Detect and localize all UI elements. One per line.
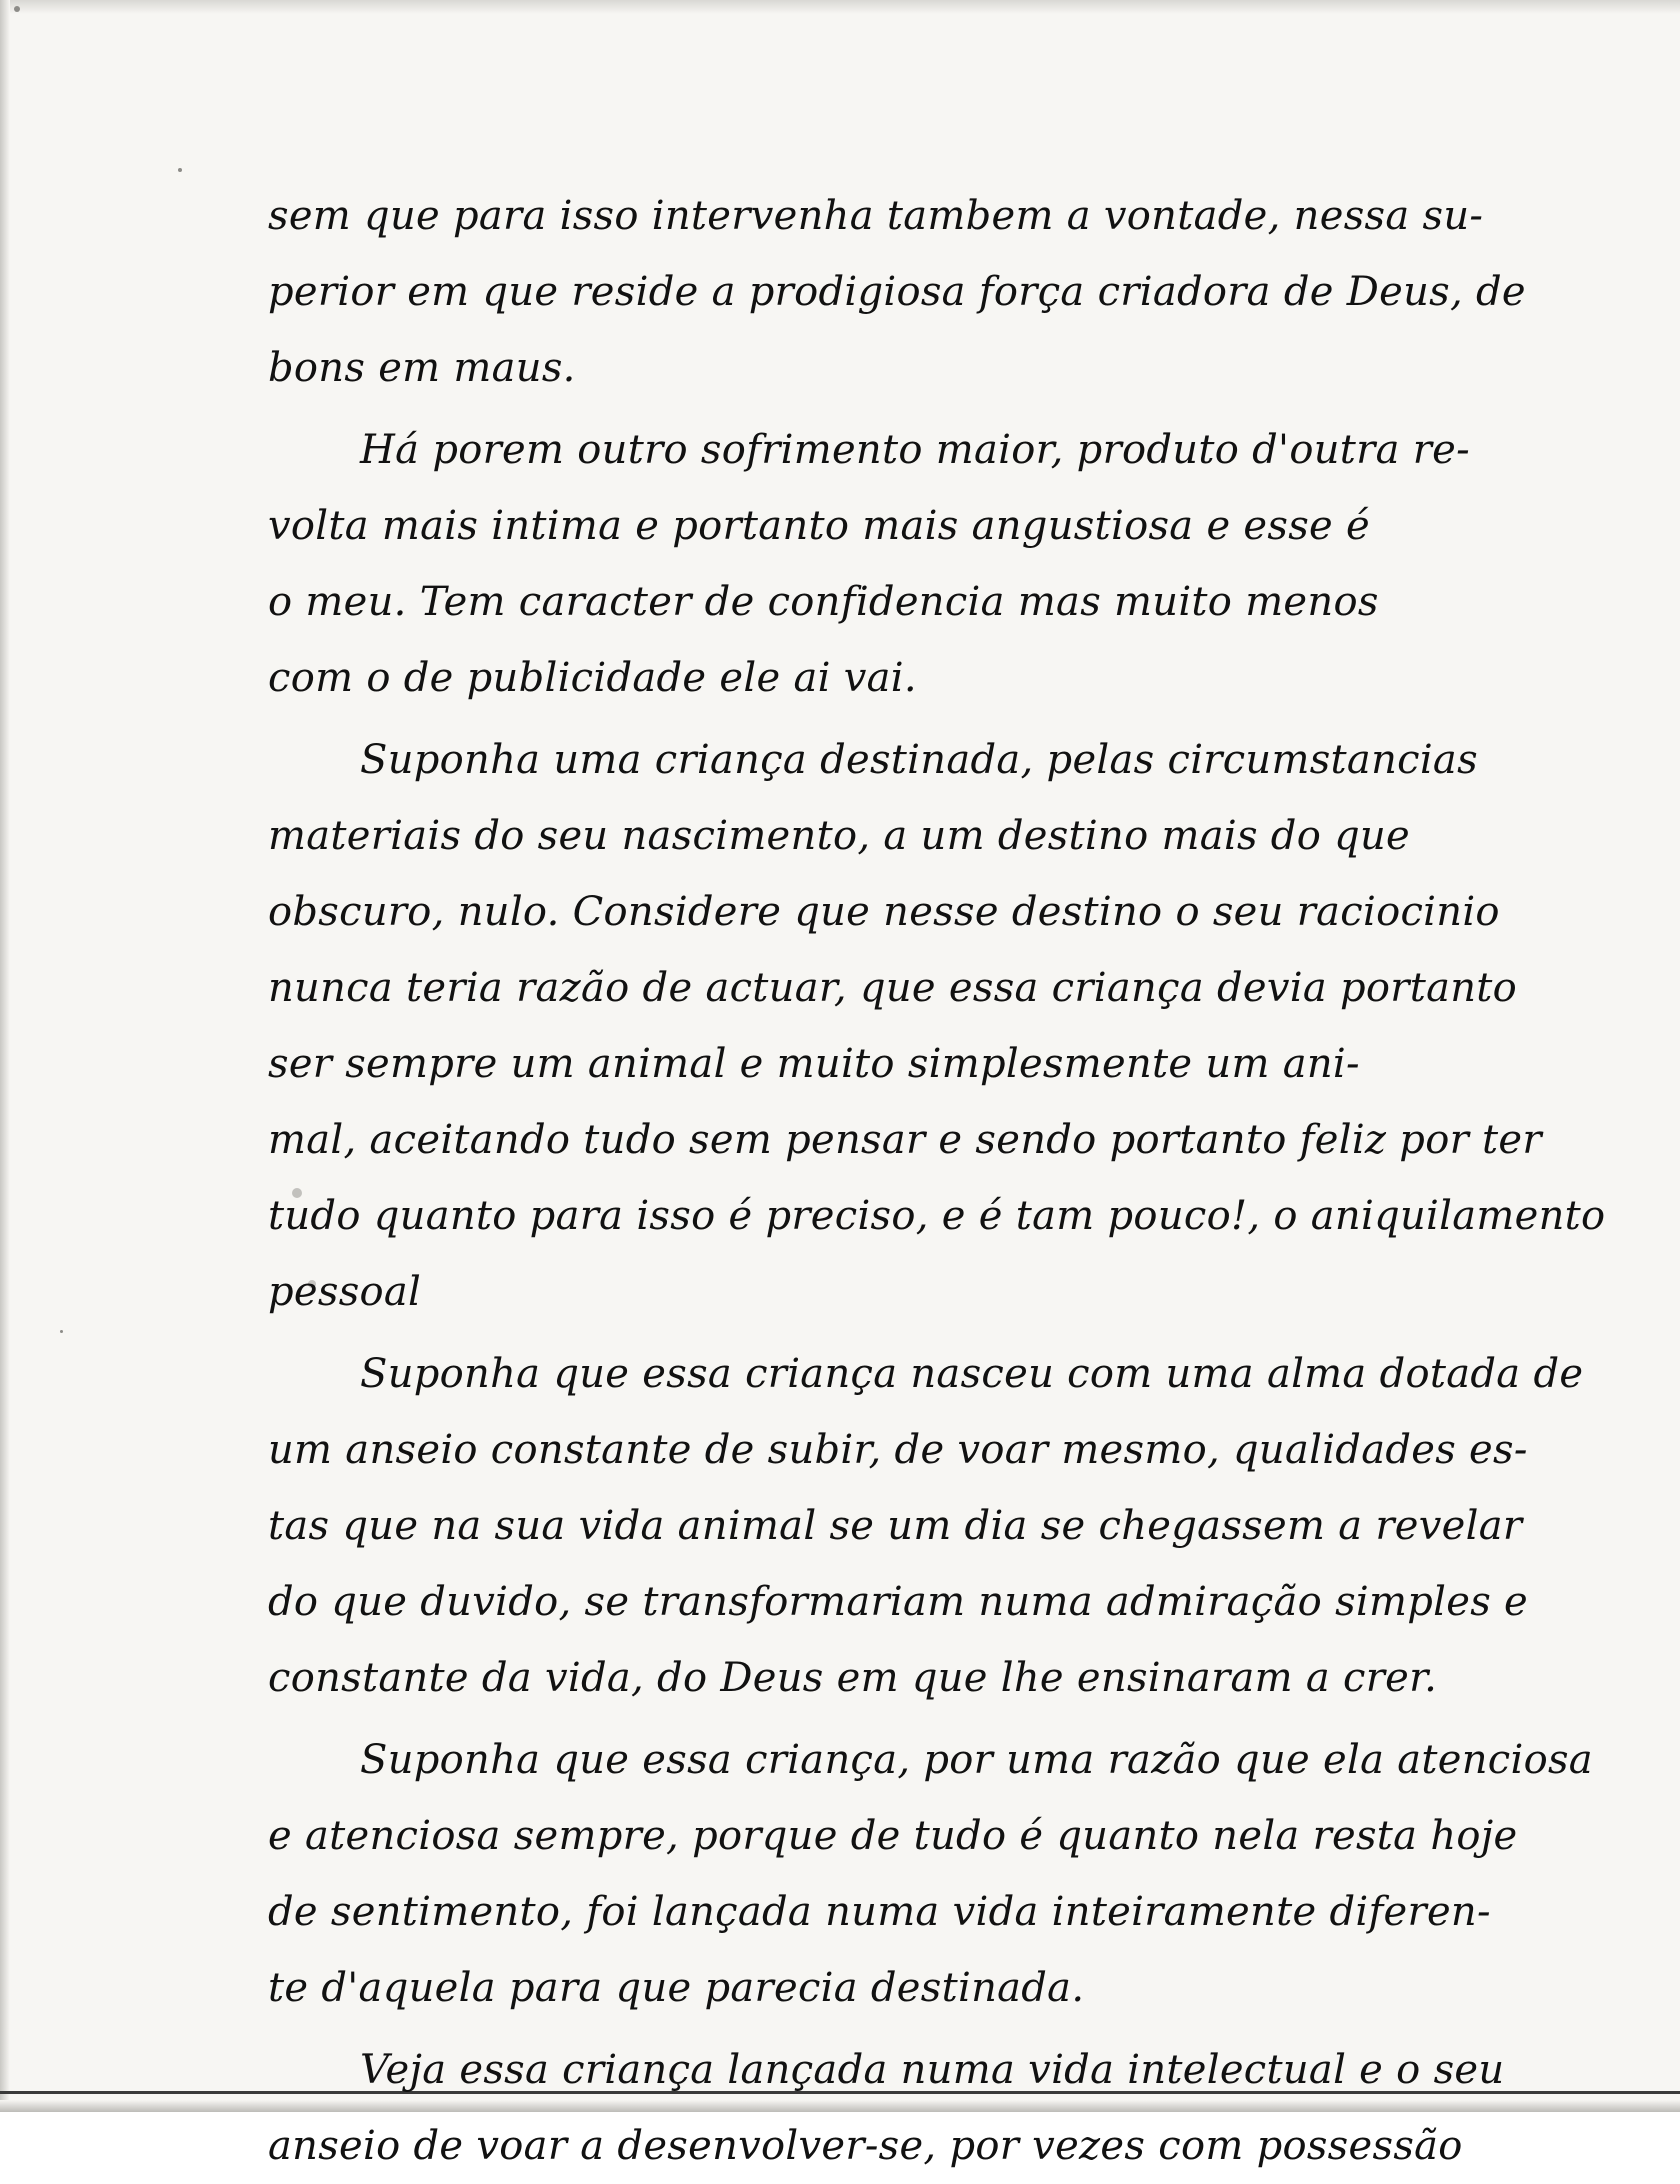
text-line: materiais do seu nascimento, a um destino mais do que	[268, 813, 1411, 859]
text-line: anseio de voar a desenvolver-se, por vezes com possessão	[268, 2123, 1463, 2169]
scan-edge-top	[0, 0, 1680, 14]
text-line: de sentimento, foi lançada numa vida inteiramente diferen-	[268, 1889, 1491, 1935]
text-line: pessoal	[268, 1269, 422, 1315]
text-line: e atenciosa sempre, porque de tudo é quanto nela resta hoje	[268, 1813, 1518, 1859]
text-line: com o de publicidade ele ai vai.	[268, 655, 917, 701]
scan-speck	[178, 168, 182, 172]
text-line: tas que na sua vida animal se um dia se chegassem a revelar	[268, 1503, 1523, 1549]
text-line: bons em maus.	[268, 345, 576, 391]
text-line: o meu. Tem caracter de confidencia mas muito menos	[268, 579, 1379, 625]
text-line: volta mais intima e portanto mais angustiosa e esse é	[268, 503, 1371, 549]
text-line: mal, aceitando tudo sem pensar e sendo portanto feliz por ter	[268, 1117, 1542, 1163]
text-line: Suponha que essa criança, por uma razão que ela atenciosa	[360, 1737, 1593, 1783]
text-line: tudo quanto para isso é preciso, e é tam pouco!, o aniquilamento	[268, 1193, 1606, 1239]
text-line: perior em que reside a prodigiosa força criadora de Deus, de	[268, 269, 1526, 315]
handwritten-text-block	[268, 178, 1608, 2184]
text-line: obscuro, nulo. Considere que nesse destino o seu raciocinio	[268, 889, 1500, 935]
scan-edge-left	[0, 0, 10, 2112]
text-line: um anseio constante de subir, de voar mesmo, qualidades es-	[268, 1427, 1528, 1473]
scan-speck	[60, 1330, 63, 1333]
text-line: constante da vida, do Deus em que lhe ensinaram a crer.	[268, 1655, 1438, 1701]
text-line: sem que para isso intervenha tambem a vontade, nessa su-	[268, 193, 1484, 239]
scan-speck	[14, 6, 20, 12]
text-line: Há porem outro sofrimento maior, produto d'outra re-	[360, 427, 1470, 473]
text-line: te d'aquela para que parecia destinada.	[268, 1965, 1085, 2011]
text-line: Veja essa criança lançada numa vida intelectual e o seu	[360, 2047, 1505, 2093]
text-line: ser sempre um animal e muito simplesmente um ani-	[268, 1041, 1360, 1087]
text-line: Suponha que essa criança nasceu com uma alma dotada de	[360, 1351, 1584, 1397]
text-line: do que duvido, se transformariam numa admiração simples e	[268, 1579, 1529, 1625]
text-line: Suponha uma criança destinada, pelas circumstancias	[360, 737, 1478, 783]
text-line: nunca teria razão de actuar, que essa criança devia portanto	[268, 965, 1518, 1011]
